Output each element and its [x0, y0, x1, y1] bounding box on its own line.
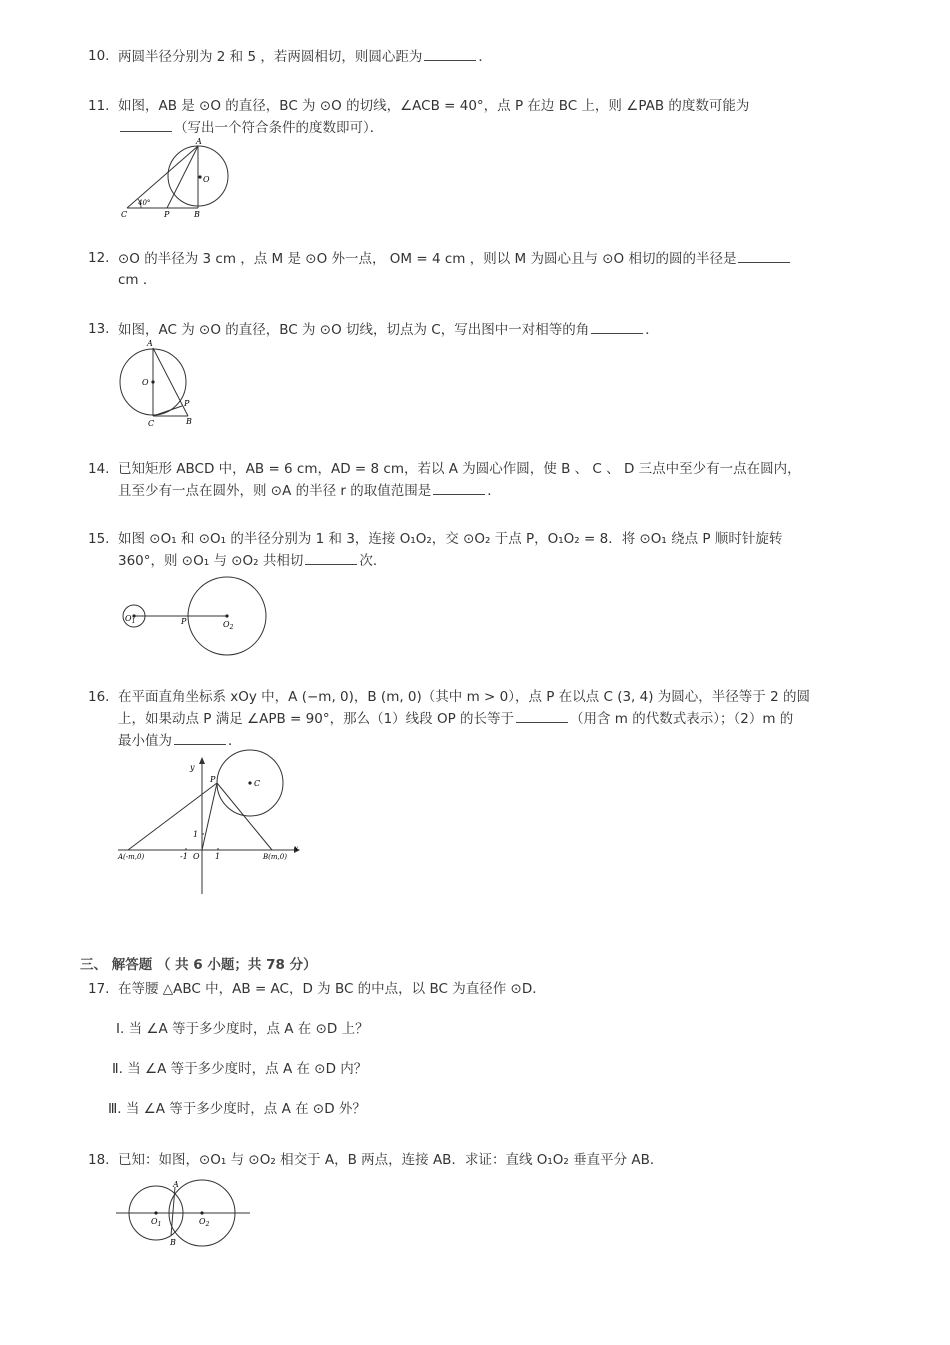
question-text-line2: （写出一个符合条件的度数即可）．: [174, 120, 384, 136]
answer-blank[interactable]: [591, 319, 643, 334]
answer-blank-1[interactable]: [516, 708, 568, 723]
question-18: [88, 1150, 868, 1171]
question-end: ．: [487, 483, 501, 499]
question-text: 两圆半径分别为 2 和 5 ，若两圆相切，则圆心距为: [118, 49, 423, 65]
center-dot-o1: [154, 1211, 157, 1214]
label-o: O: [203, 175, 210, 184]
label-p: P: [184, 399, 190, 408]
label-a: A: [196, 137, 202, 146]
label-c: C: [254, 779, 261, 788]
label-origin: O: [193, 852, 200, 861]
label-y-one: 1: [193, 830, 199, 839]
question-10: [88, 46, 868, 68]
center-dot-c: [248, 781, 251, 784]
question-text-line2: 360°，则 ⊙O₁ 与 ⊙O₂ 共相切: [118, 553, 304, 569]
question-13: [88, 319, 868, 341]
question-11: [88, 96, 868, 139]
label-b: B: [186, 417, 192, 426]
question-text-line2b: （用含 m 的代数式表示）；（2）m 的: [570, 711, 794, 727]
label-o2: $O_2$: [223, 620, 234, 631]
question-16: [88, 687, 868, 752]
figure-q15: [118, 573, 278, 663]
question-17: [88, 979, 868, 1000]
label-o1: $O_1$: [125, 614, 136, 625]
sub-question-3: Ⅲ. 当 ∠A 等于多少度时，点 A 在 ⊙D 外？: [108, 1101, 366, 1117]
center-dot: [198, 175, 201, 178]
figure-q18: [114, 1176, 254, 1256]
question-text-line2: 且至少有一点在圆外，则 ⊙A 的半径 r 的取值范围是: [118, 483, 432, 499]
label-b: B(m,0): [263, 853, 287, 861]
question-text-line1: 在平面直角坐标系 xOy 中，A (−m, 0)，B (m, 0)（其中 m > 0），点 P 在以点 C (3, 4) 为圆心，半径等于 2 的圆: [118, 689, 810, 705]
question-number: 17.: [88, 981, 110, 997]
label-p: P: [181, 617, 187, 626]
answer-blank[interactable]: [433, 480, 485, 495]
question-number: 14.: [88, 461, 110, 477]
question-text: 已知：如图，⊙O₁ 与 ⊙O₂ 相交于 A，B 两点，连接 AB．求证：直线 O₁O₂ 垂直平分 AB．: [118, 1152, 664, 1168]
label-c: C: [148, 419, 155, 428]
answer-blank[interactable]: [120, 117, 172, 132]
question-end: ．: [478, 49, 492, 65]
question-12: [88, 248, 868, 291]
sub-question-1: Ⅰ. 当 ∠A 等于多少度时，点 A 在 ⊙D 上？: [116, 1021, 369, 1037]
label-a: A: [173, 1180, 179, 1189]
label-x-one: 1: [215, 852, 221, 861]
label-b: B: [194, 210, 200, 219]
figure-q13: [112, 338, 202, 434]
label-p: P: [164, 210, 170, 219]
question-end: ．: [645, 322, 659, 338]
segment-ab: [153, 348, 188, 416]
label-o: O: [142, 378, 149, 387]
question-text: 如图，AC 为 ⊙O 的直径，BC 为 ⊙O 切线，切点为 C，写出图中一对相等的角: [118, 322, 590, 338]
center-dot-o2: [225, 614, 228, 617]
question-text-line2a: 上，如果动点 P 满足 ∠APB = 90°，那么（1）线段 OP 的长等于: [118, 711, 515, 727]
segment-pb: [217, 783, 272, 850]
question-number: 11.: [88, 98, 110, 114]
y-axis-arrow: [199, 757, 205, 764]
label-p: P: [210, 775, 216, 784]
question-number: 10.: [88, 48, 110, 64]
center-dot: [151, 380, 154, 383]
label-neg1: -1: [180, 852, 188, 861]
question-15: [88, 529, 868, 572]
question-text-line2: cm ．: [118, 272, 157, 288]
label-c: C: [121, 210, 128, 219]
segment-ap: [128, 783, 217, 850]
question-text-line1: 已知矩形 ABCD 中，AB = 6 cm，AD = 8 cm，若以 A 为圆心作圆，使 B 、 C 、 D 三点中至少有一点在圆内，: [118, 461, 801, 477]
answer-blank[interactable]: [305, 550, 357, 565]
label-o2: $O_2$: [199, 1217, 210, 1228]
label-b: B: [170, 1238, 176, 1247]
label-a: A: [147, 339, 153, 348]
question-text: 在等腰 △ABC 中，AB = AC，D 为 BC 的中点，以 BC 为直径作 ⊙D．: [118, 981, 546, 997]
segment-ap: [167, 146, 198, 208]
question-number: 16.: [88, 689, 110, 705]
answer-blank[interactable]: [738, 248, 790, 263]
question-number: 13.: [88, 321, 110, 337]
label-angle: 40°: [138, 199, 151, 207]
answer-blank-2[interactable]: [174, 730, 226, 745]
question-number: 15.: [88, 531, 110, 547]
figure-q11: [115, 135, 240, 229]
center-dot-o2: [200, 1211, 203, 1214]
question-text-line1: 如图 ⊙O₁ 和 ⊙O₁ 的半径分别为 1 和 3，连接 O₁O₂，交 ⊙O₂ 于点 P，O₁O₂ = 8．将 ⊙O₁ 绕点 P 顺时针旋转: [118, 531, 783, 547]
question-end: 次．: [359, 553, 387, 569]
label-a: A(-m,0): [118, 853, 145, 861]
label-x: x: [294, 844, 299, 853]
question-number: 12.: [88, 250, 110, 266]
section-title: 三、 解答题 （ 共 6 小题；共 78 分）: [80, 957, 317, 973]
question-14: [88, 459, 868, 502]
label-o1: $O_1$: [151, 1217, 162, 1228]
question-number: 18.: [88, 1152, 110, 1168]
sub-question-2: Ⅱ. 当 ∠A 等于多少度时，点 A 在 ⊙D 内？: [112, 1061, 368, 1077]
question-end: ．: [228, 733, 242, 749]
question-text-line1: ⊙O 的半径为 3 cm ，点 M 是 ⊙O 外一点， OM = 4 cm ，则以 M 为圆心且与 ⊙O 相切的圆的半径是: [118, 251, 737, 267]
segment-cp: [153, 406, 182, 416]
answer-blank[interactable]: [424, 46, 476, 61]
question-text-line1: 如图，AB 是 ⊙O 的直径，BC 为 ⊙O 的切线，∠ACB = 40°，点 P 在边 BC 上，则 ∠PAB 的度数可能为: [118, 98, 750, 114]
label-y: y: [190, 763, 195, 772]
figure-q16: [114, 748, 304, 902]
question-text-line3: 最小值为: [118, 733, 172, 749]
